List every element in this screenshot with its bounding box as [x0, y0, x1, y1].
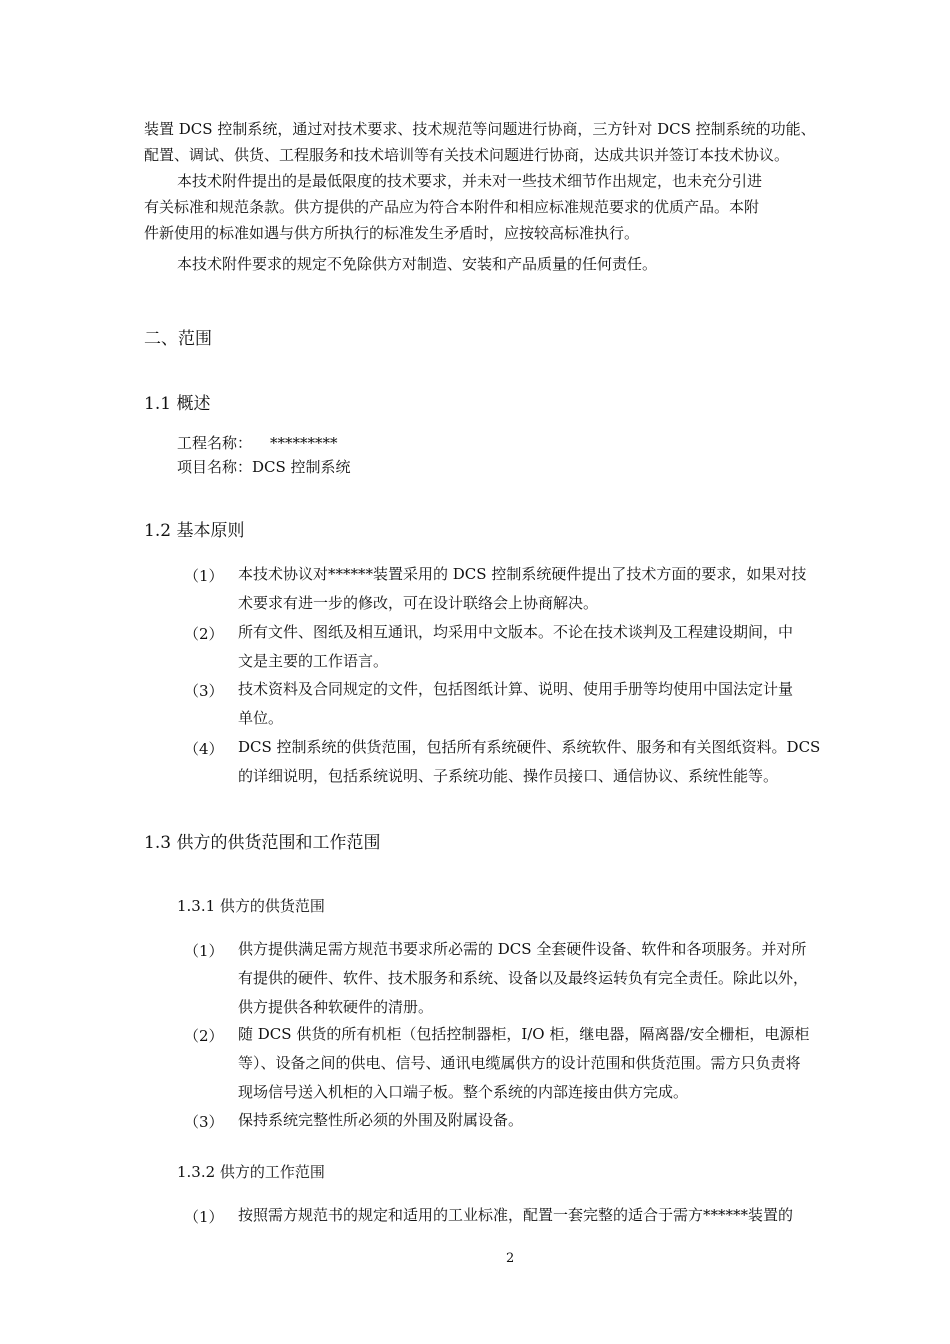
list-item: [238, 618, 868, 676]
list-item-line: 技术资料及合同规定的文件，包括图纸计算、说明、使用手册等均使用中国法定计量: [238, 680, 794, 698]
list-number: （2）: [184, 1027, 224, 1045]
list-item-line: DCS 控制系统的供货范围，包括所有系统硬件、系统软件、服务和有关图纸资料。DCS: [238, 738, 821, 756]
intro-line-3: 本技术附件提出的是最低限度的技术要求，并未对一些技术细节作出规定，也未充分引进: [177, 172, 763, 190]
intro-line-6: 本技术附件要求的规定不免除供方对制造、安装和产品质量的任何责任。: [177, 255, 658, 273]
intro-line-4: 有关标准和规范条款。供方提供的产品应为符合本附件和相应标准规范要求的优质产品。本附: [144, 198, 760, 216]
page-number: 2: [506, 1251, 515, 1266]
list-item-line: 随 DCS 供货的所有机柜（包括控制器柜，I/O 柜，继电器，隔离器/安全栅柜，电源柜: [238, 1025, 810, 1043]
list-item: [238, 733, 868, 791]
list-item-line: 的详细说明，包括系统说明、子系统功能、操作员接口、通信协议、系统性能等。: [238, 767, 779, 785]
project-name-value: *********: [270, 434, 338, 452]
list-item-line: 供方提供满足需方规范书要求所必需的 DCS 全套硬件设备、软件和各项服务。并对所: [238, 940, 807, 958]
list-item-line: 有提供的硬件、软件、技术服务和系统、设备以及最终运转负有完全责任。除此以外，: [238, 969, 809, 987]
list-number: （2）: [184, 625, 224, 643]
list-item: [238, 1201, 868, 1230]
list-item-line: 供方提供各种软硬件的清册。: [238, 998, 434, 1016]
intro-line-1: 装置 DCS 控制系统，通过对技术要求、技术规范等问题进行协商，三方针对 DCS 控制系统的功能、: [144, 120, 816, 138]
list-number: （1）: [184, 1208, 224, 1226]
list-item: [238, 1020, 868, 1107]
intro-line-2: 配置、调试、供货、工程服务和技术培训等有关技术问题进行协商，达成共识并签订本技术协议。: [144, 146, 790, 164]
list-item-line: 文是主要的工作语言。: [238, 652, 389, 670]
list-number: （4）: [184, 740, 224, 758]
list-item: [238, 1106, 868, 1135]
list-item-line: 保持系统完整性所必须的外围及附属设备。: [238, 1111, 524, 1129]
list-item: [238, 675, 868, 733]
list-number: （3）: [184, 1113, 224, 1131]
list-item: [238, 935, 868, 1022]
heading-1-2: 1.2 基本原则: [144, 521, 245, 541]
project-name-label: 工程名称：: [177, 434, 253, 452]
list-number: （1）: [184, 567, 224, 585]
heading-1-3-2: 1.3.2 供方的工作范围: [177, 1163, 325, 1181]
list-item-line: 术要求有进一步的修改，可在设计联络会上协商解决。: [238, 594, 599, 612]
heading-1-3-1: 1.3.1 供方的供货范围: [177, 897, 325, 915]
list-number: （1）: [184, 942, 224, 960]
heading-1-1: 1.1 概述: [144, 394, 211, 414]
heading-1-3: 1.3 供方的供货范围和工作范围: [144, 833, 381, 853]
section-heading-scope: 二、范围: [144, 329, 212, 349]
list-number: （3）: [184, 682, 224, 700]
list-item: [238, 560, 868, 618]
intro-line-5: 件新使用的标准如遇与供方所执行的标准发生矛盾时，应按较高标准执行。: [144, 224, 640, 242]
item-name: 项目名称：DCS 控制系统: [177, 458, 351, 476]
list-item-line: 按照需方规范书的规定和适用的工业标准，配置一套完整的适合于需方******装置的: [238, 1206, 794, 1224]
list-item-line: 等）、设备之间的供电、信号、通讯电缆属供方的设计范围和供货范围。需方只负责将: [238, 1054, 801, 1072]
list-item-line: 单位。: [238, 709, 284, 727]
list-item-line: 所有文件、图纸及相互通讯，均采用中文版本。不论在技术谈判及工程建设期间，中: [238, 623, 794, 641]
list-item-line: 本技术协议对******装置采用的 DCS 控制系统硬件提出了技术方面的要求，如果对技: [238, 565, 807, 583]
list-item-line: 现场信号送入机柜的入口端子板。整个系统的内部连接由供方完成。: [238, 1083, 689, 1101]
